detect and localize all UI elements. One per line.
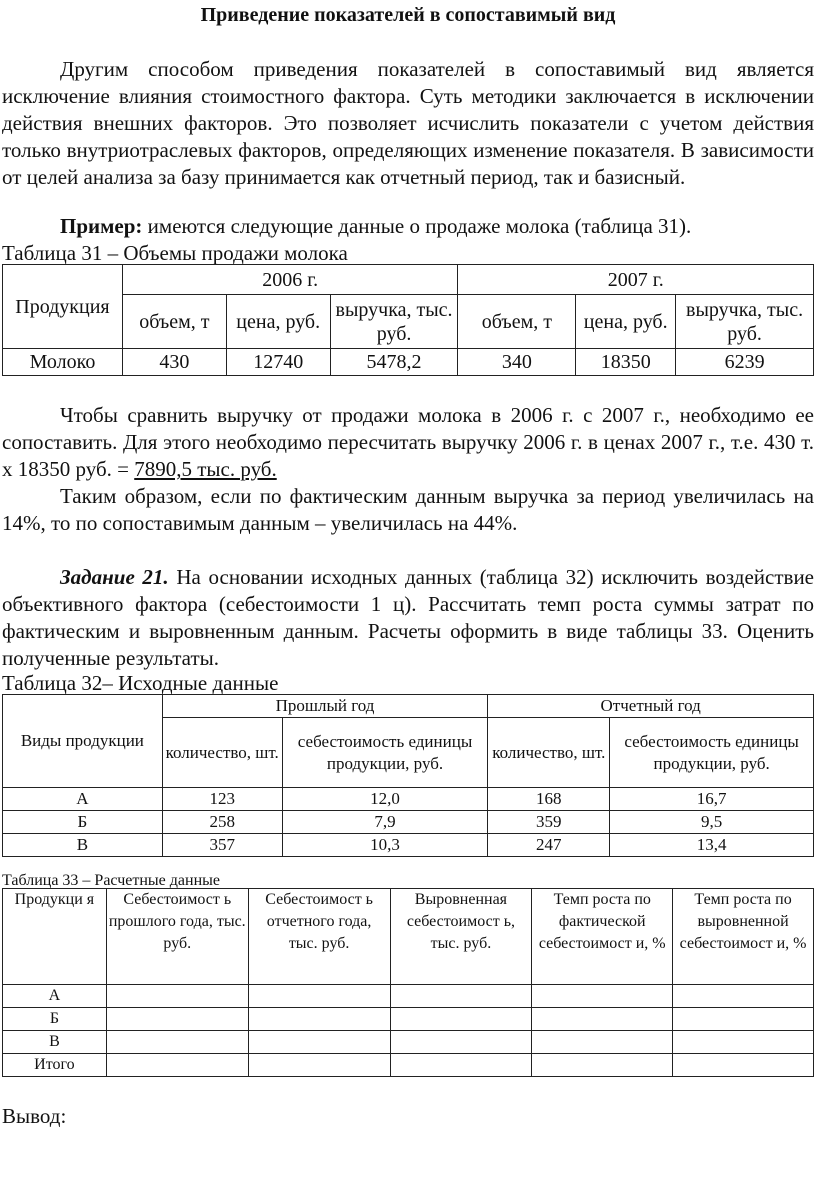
- t31-cell: 5478,2: [330, 349, 458, 376]
- t31-header-year2: 2007 г.: [458, 265, 814, 295]
- comparison-text: Чтобы сравнить выручку от продажи молока в 2006 г. с 2007 г., необходимо ее сопоставить. Для этого необходимо пересчитать выручку 2006 г. в ценах 2007 г., т.е. 430 т. х 18350 руб. =: [2, 403, 814, 481]
- intro-paragraph: Другим способом приведения показателей в сопоставимый вид является исключение влияния стоимостного фактора. Суть методики заключается в исключении действия внешних факторов. Это позволяет исчислить показатели с учетом действия только внутриотраслевых факторов, определяющих изменение показателя. В зависимости от целей анализа за базу принимается как отчетный период, так и базисный.: [2, 57, 814, 189]
- t32-header-cost1: себестоимость единицы продукции, руб.: [282, 718, 488, 788]
- t32-cell: А: [3, 788, 163, 811]
- table33-caption: Таблица 33 – Расчетные данные: [2, 872, 220, 889]
- t33-empty-cell: [390, 1054, 532, 1077]
- t33-empty-cell: [673, 985, 814, 1008]
- t33-empty-cell: [532, 1008, 673, 1031]
- t32-header-cost2: себестоимость единицы продукции, руб.: [610, 718, 814, 788]
- t33-empty-cell: [673, 1031, 814, 1054]
- t31-cell: Молоко: [3, 349, 123, 376]
- t33-row-label: Итого: [3, 1054, 107, 1077]
- t33-header-growth-aligned: Темп роста по выровненной себестоимост и, %: [673, 889, 814, 985]
- t31-cell: 6239: [676, 349, 814, 376]
- t31-cell: 340: [458, 349, 576, 376]
- t32-cell: 9,5: [610, 811, 814, 834]
- table-row: [3, 1054, 814, 1077]
- t32-cell: 247: [488, 834, 610, 857]
- t33-empty-cell: [673, 1008, 814, 1031]
- t32-cell: Б: [3, 811, 163, 834]
- t33-empty-cell: [532, 985, 673, 1008]
- t32-cell: 168: [488, 788, 610, 811]
- t33-empty-cell: [390, 1031, 532, 1054]
- t33-header-growth-actual: Темп роста по фактической себестоимост и, %: [532, 889, 673, 985]
- t32-header-cur-year: Отчетный год: [488, 695, 814, 718]
- table32-caption: Таблица 32– Исходные данные: [2, 671, 279, 695]
- example-label: Пример:: [60, 214, 143, 238]
- t33-empty-cell: [532, 1031, 673, 1054]
- t33-empty-cell: [106, 1031, 248, 1054]
- table-row: [3, 985, 814, 1008]
- t33-empty-cell: [248, 1008, 390, 1031]
- t33-header-cost-prev: Себестоимост ь прошлого года, тыс. руб.: [106, 889, 248, 985]
- t33-row-label: В: [3, 1031, 107, 1054]
- table-32: [2, 694, 814, 857]
- t33-row-label: А: [3, 985, 107, 1008]
- table-33: [2, 888, 814, 1077]
- table-row: [3, 811, 814, 834]
- t31-header-volume2: объем, т: [458, 295, 576, 349]
- t32-cell: 123: [162, 788, 282, 811]
- t31-cell: 430: [122, 349, 226, 376]
- t33-header-product: Продукци я: [3, 889, 107, 985]
- t33-empty-cell: [390, 985, 532, 1008]
- t33-empty-cell: [248, 1031, 390, 1054]
- t32-cell: 13,4: [610, 834, 814, 857]
- example-text: имеются следующие данные о продаже молока (таблица 31).: [142, 214, 692, 238]
- task-text: На основании исходных данных (таблица 32) исключить воздействие объективного фактора (себестоимости 1 ц). Рассчитать темп роста суммы затрат по фактическим и выровненным данным. Расчеты оформить в виде таблицы 33. Оценить полученные результаты.: [2, 565, 815, 670]
- t31-header-volume1: объем, т: [122, 295, 226, 349]
- t33-header-aligned-cost: Выровненная себестоимост ь, тыс. руб.: [390, 889, 532, 985]
- table-row: [3, 788, 814, 811]
- t32-header-prev-year: Прошлый год: [162, 695, 488, 718]
- t31-cell: 12740: [226, 349, 330, 376]
- t32-cell: В: [3, 834, 163, 857]
- table-row: [3, 1031, 814, 1054]
- t32-cell: 7,9: [282, 811, 488, 834]
- t31-cell: 18350: [576, 349, 676, 376]
- table31-caption: Таблица 31 – Объемы продажи молока: [2, 241, 348, 265]
- t31-header-product: Продукция: [3, 265, 123, 349]
- t33-empty-cell: [532, 1054, 673, 1077]
- example-paragraph: [2, 213, 814, 240]
- t31-header-revenue1: выручка, тыс. руб.: [330, 295, 458, 349]
- t31-header-year1: 2006 г.: [122, 265, 458, 295]
- t32-header-qty2: количество, шт.: [488, 718, 610, 788]
- t33-empty-cell: [248, 1054, 390, 1077]
- t31-header-price1: цена, руб.: [226, 295, 330, 349]
- t33-empty-cell: [390, 1008, 532, 1031]
- t33-row-label: Б: [3, 1008, 107, 1031]
- table-row: [3, 834, 814, 857]
- page-title: Приведение показателей в сопоставимый вид: [200, 4, 616, 26]
- task-label: Задание 21.: [60, 565, 169, 589]
- t33-empty-cell: [106, 1008, 248, 1031]
- t31-header-revenue2: выручка, тыс. руб.: [676, 295, 814, 349]
- t33-header-cost-cur: Себестоимост ь отчетного года, тыс. руб.: [248, 889, 390, 985]
- t33-empty-cell: [106, 1054, 248, 1077]
- t32-header-qty1: количество, шт.: [162, 718, 282, 788]
- t32-header-kind: Виды продукции: [3, 695, 163, 788]
- t32-cell: 359: [488, 811, 610, 834]
- table-row: [3, 349, 814, 376]
- t33-empty-cell: [673, 1054, 814, 1077]
- table-31: [2, 264, 814, 376]
- comparison-paragraph: [2, 402, 814, 483]
- table-row: [3, 1008, 814, 1031]
- task-paragraph: [2, 564, 814, 672]
- recalculated-revenue: 7890,5 тыс. руб.: [134, 457, 277, 481]
- conclusion-paragraph: Таким образом, если по фактическим данным выручка за период увеличилась на 14%, то по сопоставимым данным – увеличилась на 44%.: [2, 484, 814, 535]
- t32-cell: 357: [162, 834, 282, 857]
- t33-empty-cell: [248, 985, 390, 1008]
- t32-cell: 12,0: [282, 788, 488, 811]
- conclusion-label: Вывод:: [2, 1104, 67, 1128]
- t32-cell: 10,3: [282, 834, 488, 857]
- t33-empty-cell: [106, 985, 248, 1008]
- t32-cell: 16,7: [610, 788, 814, 811]
- t31-header-price2: цена, руб.: [576, 295, 676, 349]
- t32-cell: 258: [162, 811, 282, 834]
